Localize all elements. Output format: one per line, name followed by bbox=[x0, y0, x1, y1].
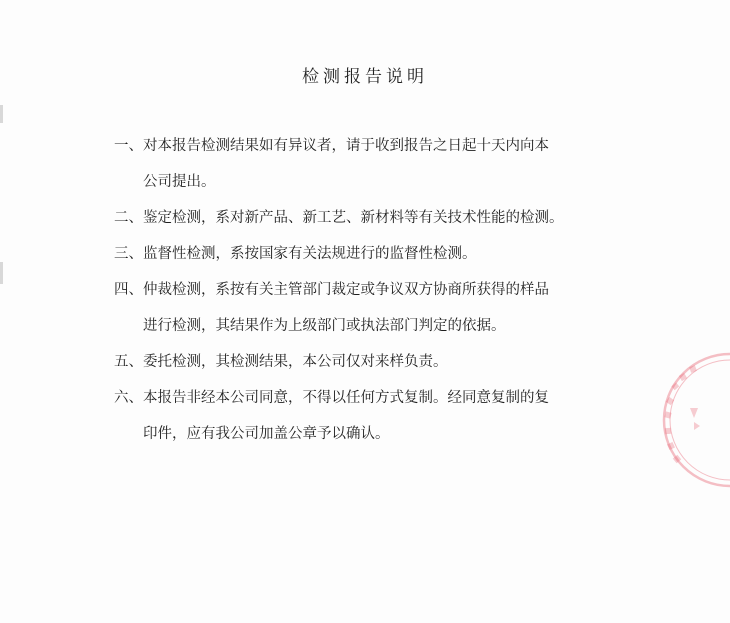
item-body bbox=[143, 272, 634, 344]
document-title: 检测报告说明 bbox=[302, 67, 428, 87]
item-number: 六、 bbox=[114, 390, 143, 406]
scan-edge-mark bbox=[0, 262, 3, 284]
item-line: 鉴定检测，系对新产品、新工艺、新材料等有关技术性能的检测。 bbox=[143, 210, 564, 226]
item-number: 三、 bbox=[114, 246, 143, 262]
item-body bbox=[143, 236, 634, 272]
list-item bbox=[114, 380, 634, 452]
list-item bbox=[114, 200, 634, 236]
item-number: 一、 bbox=[114, 138, 143, 154]
seal-stamp-icon bbox=[650, 348, 730, 498]
list-item bbox=[114, 128, 634, 200]
item-line: 委托检测，其检测结果，本公司仅对来样负责。 bbox=[143, 354, 448, 370]
item-body bbox=[143, 380, 634, 452]
list-item bbox=[114, 344, 634, 380]
item-line: 印件，应有我公司加盖公章予以确认。 bbox=[143, 426, 390, 442]
item-body bbox=[143, 344, 634, 380]
item-number: 四、 bbox=[114, 282, 143, 298]
item-line: 本报告非经本公司同意，不得以任何方式复制。经同意复制的复 bbox=[143, 390, 549, 406]
scan-edge-mark bbox=[0, 105, 3, 123]
items-list bbox=[114, 128, 634, 452]
list-item bbox=[114, 272, 634, 344]
item-line: 仲裁检测，系按有关主管部门裁定或争议双方协商所获得的样品 bbox=[143, 282, 549, 298]
item-body bbox=[143, 128, 634, 200]
item-line: 公司提出。 bbox=[143, 174, 216, 190]
item-number: 五、 bbox=[114, 354, 143, 370]
item-number: 二、 bbox=[114, 210, 143, 226]
item-body bbox=[143, 200, 634, 236]
item-line: 对本报告检测结果如有异议者，请于收到报告之日起十天内向本 bbox=[143, 138, 549, 154]
list-item bbox=[114, 236, 634, 272]
item-line: 监督性检测，系按国家有关法规进行的监督性检测。 bbox=[143, 246, 477, 262]
item-line: 进行检测，其结果作为上级部门或执法部门判定的依据。 bbox=[143, 318, 506, 334]
